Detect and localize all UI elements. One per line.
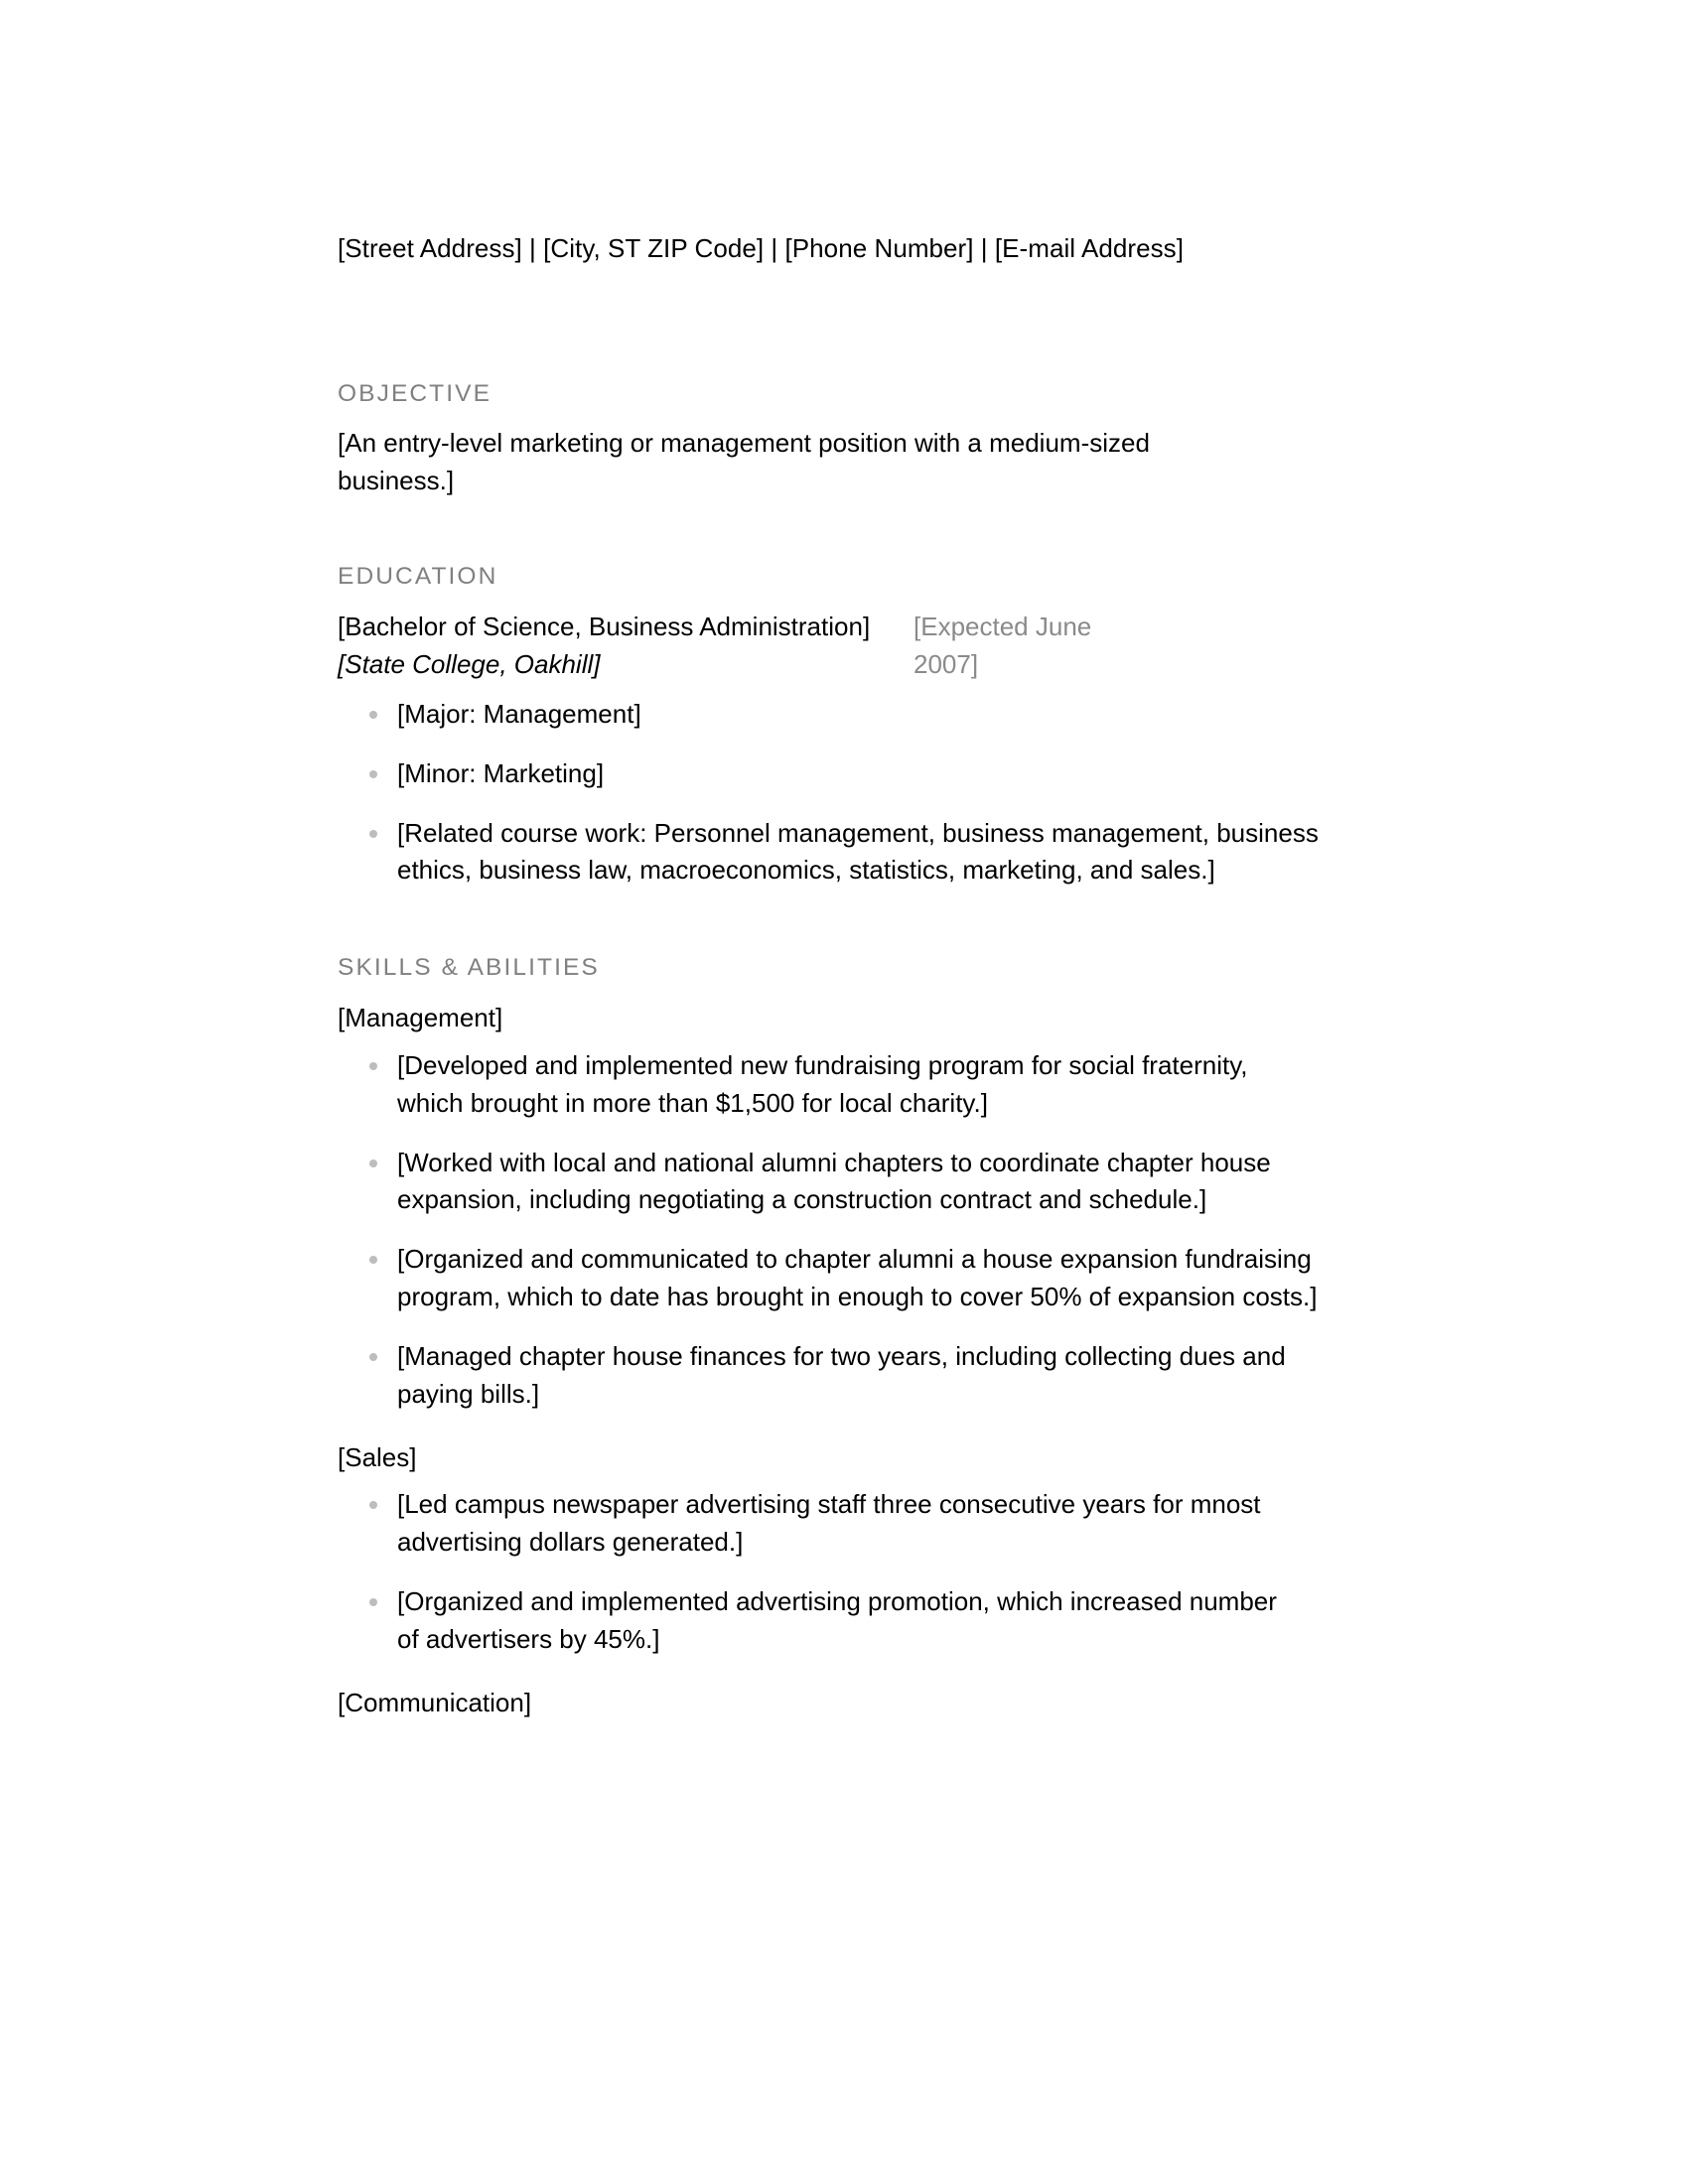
list-item (338, 1241, 1318, 1316)
list-item-text: [Organized and communicated to chapter alumni a house expansion fundraising program, which to date has brought in enough to cover 50% of expansion costs.] (397, 1244, 1318, 1312)
list-item-text: [Related course work: Personnel management, business management, business ethics, business law, macroeconomics, statistics, marketing, and sales.] (397, 817, 1319, 886)
education-school: [State College, Oakhill] (338, 649, 601, 680)
list-item (338, 755, 1311, 793)
section-heading-skills: SKILLS & ABILITIES (338, 954, 600, 982)
skills-group-label-sales: [Sales] (338, 1441, 417, 1472)
bullet-dot-icon (369, 711, 377, 719)
skills-bullet-list-management (338, 1047, 1318, 1414)
skills-group-label-communication: [Communication] (338, 1687, 532, 1717)
list-item (338, 696, 1311, 734)
education-date-cell-2 (914, 646, 1172, 684)
list-item-text: [Managed chapter house finances for two years, including collecting dues and paying bills.] (397, 1340, 1286, 1409)
list-item (338, 1145, 1311, 1220)
bullet-dot-icon (369, 1501, 377, 1509)
education-degree-cell (338, 609, 914, 646)
list-item-text: [Minor: Marketing] (397, 757, 605, 788)
list-item (338, 815, 1319, 890)
list-item (338, 1047, 1311, 1123)
bullet-dot-icon (369, 770, 377, 778)
skills-bullet-list-sales (338, 1486, 1311, 1658)
education-school-cell (338, 646, 914, 684)
objective-paragraph: [An entry-level marketing or management position with a medium-sized business.] (338, 427, 1150, 495)
list-item-text: [Led campus newspaper advertising staff three consecutive years for mnost advertising dollars generated.] (397, 1489, 1261, 1558)
bullet-dot-icon (369, 1062, 377, 1070)
list-item-text: [Organized and implemented advertising promotion, which increased number of advertisers by 45%.] (397, 1586, 1277, 1654)
education-row-school (338, 646, 1311, 684)
section-heading-education: EDUCATION (338, 563, 498, 591)
education-date-cell (914, 609, 1172, 646)
bullet-dot-icon (369, 830, 377, 838)
section-heading-objective: OBJECTIVE (338, 379, 492, 407)
list-item (338, 1486, 1311, 1562)
bullet-dot-icon (369, 1256, 377, 1264)
education-date-line-1: [Expected June (914, 612, 1092, 642)
document-body (338, 230, 1319, 1721)
list-item-text: [Major: Management] (397, 698, 641, 729)
bullet-dot-icon (369, 1353, 377, 1361)
list-item (338, 1338, 1311, 1414)
education-date-line-2: 2007] (914, 649, 979, 680)
contact-line: [Street Address] | [City, ST ZIP Code] | [Phone Number] | [E-mail Address] (338, 233, 1184, 263)
list-item (338, 1583, 1311, 1659)
education-row-degree (338, 609, 1311, 646)
education-entry (338, 609, 1311, 684)
bullet-dot-icon (369, 1160, 377, 1167)
education-degree: [Bachelor of Science, Business Administration] (338, 612, 871, 642)
education-bullet-list (338, 696, 1319, 889)
list-item-text: [Developed and implemented new fundraising program for social fraternity, which brought in more than $1,500 for local charity.] (397, 1049, 1248, 1118)
bullet-dot-icon (369, 1598, 377, 1606)
skills-group-label-management: [Management] (338, 1003, 503, 1033)
list-item-text: [Worked with local and national alumni chapters to coordinate chapter house expansion, including negotiating a construction contract and schedule.] (397, 1147, 1271, 1215)
